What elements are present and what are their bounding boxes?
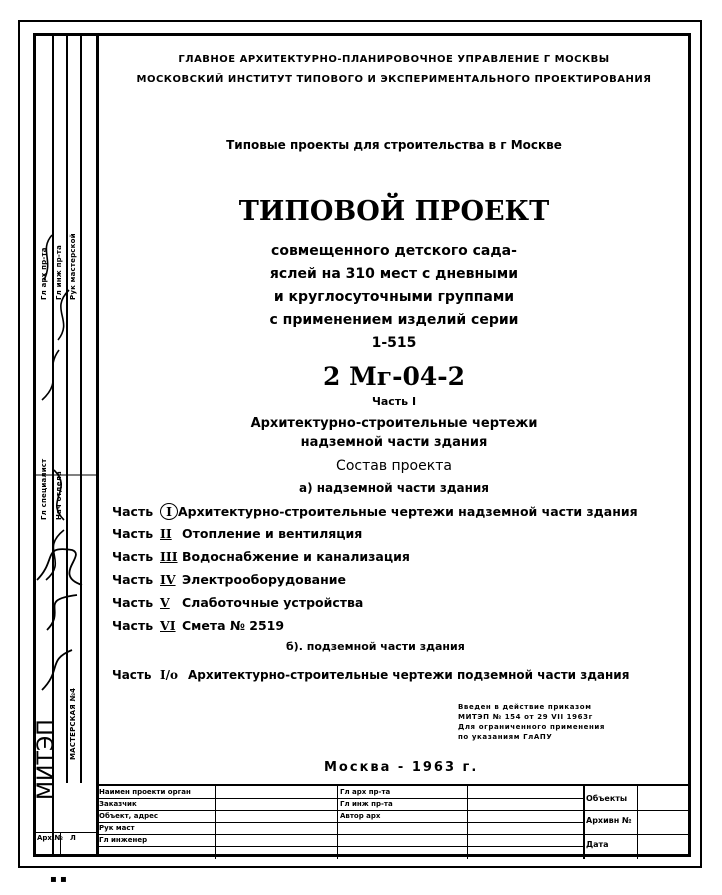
list-item: Часть V Слаботочные устройства	[112, 595, 364, 610]
side-strip-label: Нач отдела	[55, 471, 63, 520]
signature-marks	[32, 540, 96, 740]
edge-mark: ▪ ▪	[50, 874, 67, 885]
part-desc-line: Архитектурно-строительные чертежи	[250, 416, 538, 431]
side-strip-label: Гл инж пр-та	[55, 244, 63, 300]
stamp-label: Объект, адрес	[99, 812, 159, 820]
part-desc-line: надземной части здания	[300, 435, 488, 450]
stamp-label: Гл инженер	[99, 836, 148, 844]
order-note-line: Введен в действие приказом	[458, 703, 592, 711]
order-note-line: МИТЭП № 154 от 29 VII 1963г	[458, 713, 593, 721]
part-description	[97, 414, 691, 452]
stamp-label: Объекты	[586, 794, 628, 803]
title-block	[97, 784, 691, 857]
stamp-label: Гл арх пр-та	[340, 788, 391, 796]
stamp-label: Дата	[586, 840, 609, 849]
title-desc-line: и круглосуточными группами	[273, 289, 515, 305]
stamp-label: Заказчик	[99, 800, 137, 808]
sheet-letter-label: Л	[70, 834, 76, 842]
page-title: ТИПОВОЙ ПРОЕКТ	[238, 196, 550, 227]
section-b-heading: б). подземной части здания	[286, 640, 465, 653]
stamp-label: Архивн №	[586, 816, 632, 825]
list-item: Часть VI Смета № 2519	[112, 618, 285, 633]
subtitle: Типовые проекты для строительства в г Москве	[226, 138, 562, 152]
composition-heading: Состав проекта	[336, 458, 452, 474]
stamp-label: Гл инж пр-та	[340, 800, 393, 808]
part-label: Часть I	[371, 395, 417, 408]
list-item: Часть III Водоснабжение и канализация	[112, 549, 410, 564]
side-strip-label: Гл специалист	[40, 458, 48, 520]
organization-line-1: ГЛАВНОЕ АРХИТЕКТУРНО-ПЛАНИРОВОЧНОЕ УПРАВЛЕНИЕ Г МОСКВЫ	[178, 54, 610, 65]
title-desc-line: яслей на 310 мест с дневными	[269, 266, 519, 282]
side-strip-label: Гл арх пр-та	[40, 247, 48, 300]
title-desc-line: с применением изделий серии	[269, 312, 519, 328]
stamp-label: Наимен проекти орган	[99, 788, 191, 796]
side-strip-label: Рук мастерской	[69, 233, 77, 300]
order-note-line: по указаниям ГлАПУ	[458, 733, 553, 741]
order-note-line: Для ограниченного применения	[458, 723, 606, 731]
archive-number-label: Арх №	[37, 834, 63, 842]
list-item: Часть I Архитектурно-строительные чертежи надземной части здания	[112, 504, 638, 519]
stamp-label: Автор арх	[340, 812, 381, 820]
title-desc-line: совмещенного детского сада-	[271, 243, 517, 259]
project-code: 2 Мг-04-2	[322, 362, 466, 391]
title-desc-line: 1-515	[371, 335, 417, 351]
list-item: Часть II Отопление и вентиляция	[112, 526, 363, 541]
order-note	[458, 702, 605, 742]
list-item: Часть I/о Архитектурно-строительные чертежи подземной части здания	[112, 668, 630, 682]
city-year: Москва - 1963 г.	[324, 760, 479, 775]
organization-line-2: МОСКОВСКИЙ ИНСТИТУТ ТИПОВОГО И ЭКСПЕРИМЕНТАЛЬНОГО ПРОЕКТИРОВАНИЯ	[136, 74, 652, 85]
section-a-heading: а) надземной части здания	[298, 481, 490, 495]
list-item: Часть IV Электрооборудование	[112, 572, 346, 587]
mitep-label: МИТЭП	[34, 719, 59, 800]
stamp-label: Рук мaст	[99, 824, 135, 832]
workshop-label: МАСТЕРСКАЯ №4	[69, 687, 77, 760]
title-description	[97, 240, 691, 355]
